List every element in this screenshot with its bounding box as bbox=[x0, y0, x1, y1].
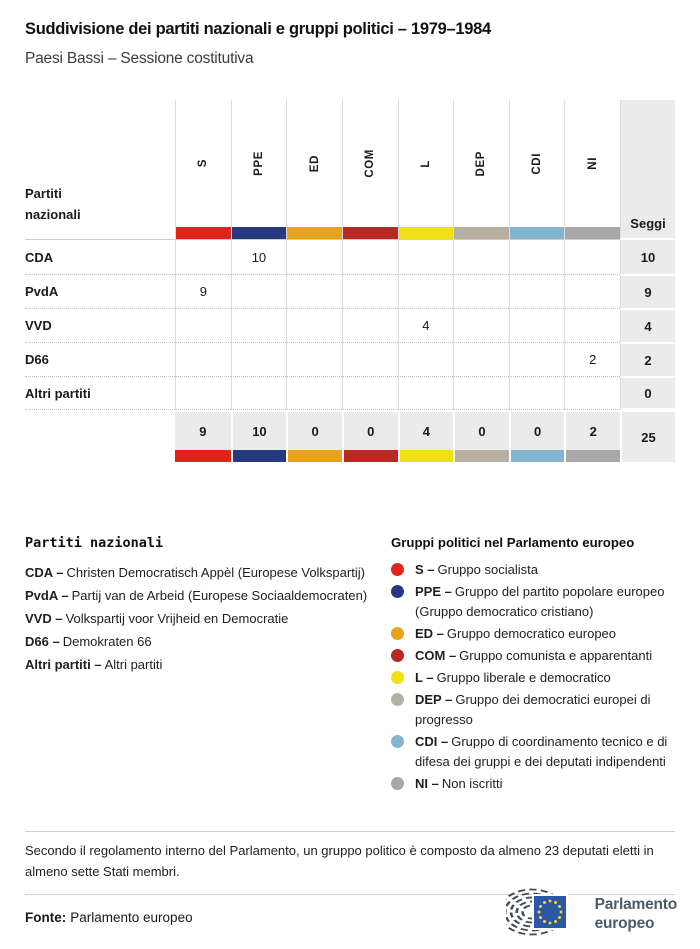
group-color-bar bbox=[399, 227, 454, 239]
cell-value bbox=[564, 308, 620, 342]
total-cell: 0 bbox=[342, 412, 398, 462]
total-cell: 4 bbox=[398, 412, 454, 462]
group-color-bar bbox=[565, 227, 620, 239]
cell-value bbox=[398, 240, 454, 274]
cell-value bbox=[231, 342, 287, 376]
column-header-COM: COM bbox=[342, 100, 398, 240]
cell-value bbox=[509, 342, 565, 376]
party-label: Altri partiti bbox=[25, 376, 175, 410]
legend-national-parties bbox=[25, 535, 391, 796]
group-color-dot bbox=[391, 671, 404, 684]
total-cell: 0 bbox=[453, 412, 509, 462]
legend-groups-heading: Gruppi politici nel Parlamento europeo bbox=[391, 535, 635, 550]
total-cell: 9 bbox=[175, 412, 231, 462]
cell-value bbox=[398, 342, 454, 376]
cell-value bbox=[175, 308, 231, 342]
cell-value bbox=[175, 342, 231, 376]
group-color-bar bbox=[344, 450, 398, 462]
group-color-bar bbox=[232, 227, 287, 239]
seats-value: 9 bbox=[620, 274, 675, 308]
legend-item: ED – Gruppo democratico europeo bbox=[391, 624, 675, 644]
party-label: PvdA bbox=[25, 274, 175, 308]
cell-value bbox=[509, 308, 565, 342]
table-row bbox=[25, 274, 675, 308]
logo-wordmark: Parlamento europeo bbox=[594, 896, 677, 932]
legend-item: L – Gruppo liberale e democratico bbox=[391, 668, 675, 688]
cell-value bbox=[286, 308, 342, 342]
column-header-NI: NI bbox=[564, 100, 620, 240]
cell-value bbox=[398, 274, 454, 308]
cell-value: 10 bbox=[231, 240, 287, 274]
legend-item: S – Gruppo socialista bbox=[391, 560, 675, 580]
cell-value bbox=[286, 274, 342, 308]
cell-value: 2 bbox=[564, 342, 620, 376]
group-color-bar bbox=[566, 450, 620, 462]
cell-value bbox=[453, 342, 509, 376]
seats-column-header: Seggi bbox=[620, 100, 675, 240]
seats-value: 10 bbox=[620, 240, 675, 274]
cell-value bbox=[342, 342, 398, 376]
seats-value: 4 bbox=[620, 308, 675, 342]
table-row bbox=[25, 376, 675, 410]
page-subtitle: Paesi Bassi – Sessione costitutiva bbox=[25, 50, 254, 67]
source-label: Fonte: bbox=[25, 910, 67, 925]
column-header-ED: ED bbox=[286, 100, 342, 240]
legend-item: PPE – Gruppo del partito popolare europeo (Gruppo democratico cristiano) bbox=[391, 582, 675, 622]
legend-parties-heading: Partiti nazionali bbox=[25, 535, 164, 551]
legend-item: DEP – Gruppo dei democratici europei di progresso bbox=[391, 690, 675, 730]
cell-value bbox=[342, 240, 398, 274]
group-color-dot bbox=[391, 777, 404, 790]
cell-value bbox=[509, 240, 565, 274]
cell-value bbox=[286, 376, 342, 410]
total-seats-cell: 25 bbox=[620, 412, 675, 462]
source-line bbox=[25, 910, 193, 925]
legend-item: CDI – Gruppo di coordinamento tecnico e di difesa dei gruppi e dei deputati indipendenti bbox=[391, 732, 675, 772]
cell-value bbox=[453, 274, 509, 308]
group-color-bar bbox=[176, 227, 231, 239]
cell-value bbox=[286, 342, 342, 376]
seats-value: 0 bbox=[620, 376, 675, 410]
cell-value bbox=[509, 274, 565, 308]
seats-table bbox=[25, 100, 675, 462]
cell-value bbox=[564, 274, 620, 308]
group-color-dot bbox=[391, 693, 404, 706]
european-parliament-logo bbox=[506, 886, 677, 942]
cell-value bbox=[231, 376, 287, 410]
column-header-PPE: PPE bbox=[231, 100, 287, 240]
group-color-bar bbox=[288, 450, 342, 462]
group-color-dot bbox=[391, 627, 404, 640]
cell-value bbox=[175, 376, 231, 410]
total-cell: 2 bbox=[564, 412, 620, 462]
group-color-bar bbox=[455, 450, 509, 462]
column-header-CDI: CDI bbox=[509, 100, 565, 240]
table-row bbox=[25, 342, 675, 376]
cell-value bbox=[231, 308, 287, 342]
cell-value bbox=[453, 376, 509, 410]
group-color-dot bbox=[391, 585, 404, 598]
total-cell: 10 bbox=[231, 412, 287, 462]
group-color-bar bbox=[511, 450, 565, 462]
page-title: Suddivisione dei partiti nazionali e gruppi politici – 1979–1984 bbox=[25, 20, 491, 38]
cell-value bbox=[342, 308, 398, 342]
row-header-cell bbox=[25, 100, 175, 240]
party-label: D66 bbox=[25, 342, 175, 376]
group-color-bar bbox=[175, 450, 231, 462]
legend-section bbox=[25, 535, 675, 796]
party-label: CDA bbox=[25, 249, 54, 265]
cell-value bbox=[175, 240, 231, 274]
parliament-hemicycle-icon bbox=[506, 886, 586, 942]
group-color-bar bbox=[343, 227, 398, 239]
column-header-DEP: DEP bbox=[453, 100, 509, 240]
group-color-bar bbox=[287, 227, 342, 239]
group-color-bar bbox=[454, 227, 509, 239]
table-header-row bbox=[25, 100, 675, 240]
cell-value bbox=[342, 274, 398, 308]
totals-label-cell bbox=[25, 412, 175, 462]
cell-value: 9 bbox=[175, 274, 231, 308]
seats-value: 2 bbox=[620, 342, 675, 376]
cell-value bbox=[564, 376, 620, 410]
group-color-dot bbox=[391, 649, 404, 662]
cell-value bbox=[286, 240, 342, 274]
group-color-dot bbox=[391, 735, 404, 748]
cell-value bbox=[564, 240, 620, 274]
legend-item: CDA – Christen Democratisch Appèl (Europese Volkspartij) bbox=[25, 565, 365, 580]
group-color-dot bbox=[391, 563, 404, 576]
legend-item: VVD – Volkspartij voor Vrijheid en Democratie bbox=[25, 611, 289, 626]
table-row bbox=[25, 308, 675, 342]
column-header-S: S bbox=[175, 100, 231, 240]
party-label: VVD bbox=[25, 308, 175, 342]
legend-item: PvdA – Partij van de Arbeid (Europese Sociaaldemocraten) bbox=[25, 588, 368, 603]
legend-item: D66 – Demokraten 66 bbox=[25, 634, 152, 649]
group-color-bar bbox=[233, 450, 287, 462]
group-color-bar bbox=[400, 450, 454, 462]
legend-political-groups bbox=[391, 535, 675, 796]
cell-value bbox=[231, 274, 287, 308]
legend-item: COM – Gruppo comunista e apparentanti bbox=[391, 646, 675, 666]
column-header-L: L bbox=[398, 100, 454, 240]
legend-item: NI – Non iscritti bbox=[391, 774, 675, 794]
cell-value bbox=[509, 376, 565, 410]
group-color-bar bbox=[510, 227, 565, 239]
source-value: Parlamento europeo bbox=[70, 910, 193, 925]
legend-item: Altri partiti – Altri partiti bbox=[25, 657, 163, 672]
totals-row bbox=[25, 412, 675, 462]
cell-value bbox=[453, 240, 509, 274]
table-row bbox=[25, 240, 675, 274]
cell-value bbox=[342, 376, 398, 410]
row-header-label: Partiti nazionali bbox=[25, 186, 81, 222]
total-cell: 0 bbox=[509, 412, 565, 462]
total-cell: 0 bbox=[286, 412, 342, 462]
cell-value bbox=[398, 376, 454, 410]
footnote: Secondo il regolamento interno del Parlamento, un gruppo politico è composto da almeno 23 deputati eletti in almeno sette Stati membri. bbox=[25, 831, 675, 895]
cell-value: 4 bbox=[398, 308, 454, 342]
cell-value bbox=[453, 308, 509, 342]
